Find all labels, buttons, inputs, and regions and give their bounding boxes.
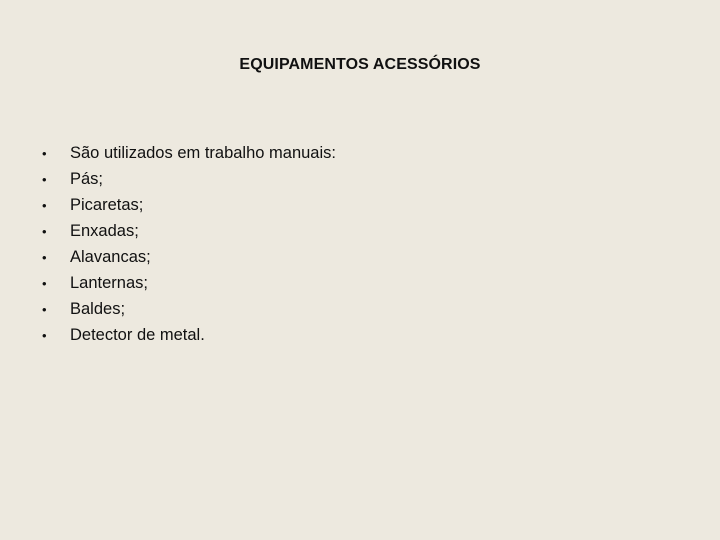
bullet-item bbox=[42, 326, 336, 352]
bullet-item bbox=[42, 248, 336, 274]
bullet-icon: • bbox=[42, 276, 47, 291]
bullet-icon: • bbox=[42, 328, 47, 343]
bullet-text: Lanternas; bbox=[70, 274, 148, 292]
bullet-text: Pás; bbox=[70, 170, 104, 188]
bullet-icon: • bbox=[42, 302, 47, 317]
bullet-icon: • bbox=[42, 198, 47, 213]
bullet-text: Detector de metal. bbox=[70, 326, 205, 344]
bullet-item bbox=[42, 196, 336, 222]
bullet-text: Alavancas; bbox=[70, 248, 151, 266]
bullet-item bbox=[42, 144, 336, 170]
bullet-text: Picaretas; bbox=[70, 196, 144, 214]
bullet-item bbox=[42, 274, 336, 300]
bullet-icon: • bbox=[42, 224, 47, 239]
bullet-text: Enxadas; bbox=[70, 222, 139, 240]
bullet-icon: • bbox=[42, 146, 47, 161]
bullet-text: Baldes; bbox=[70, 300, 126, 318]
bullet-text: São utilizados em trabalho manuais: bbox=[70, 144, 336, 162]
bullet-icon: • bbox=[42, 250, 47, 265]
slide-title: EQUIPAMENTOS ACESSÓRIOS bbox=[239, 56, 481, 73]
bullet-list bbox=[42, 144, 336, 352]
bullet-icon: • bbox=[42, 172, 47, 187]
bullet-item bbox=[42, 300, 336, 326]
bullet-item bbox=[42, 170, 336, 196]
bullet-item bbox=[42, 222, 336, 248]
